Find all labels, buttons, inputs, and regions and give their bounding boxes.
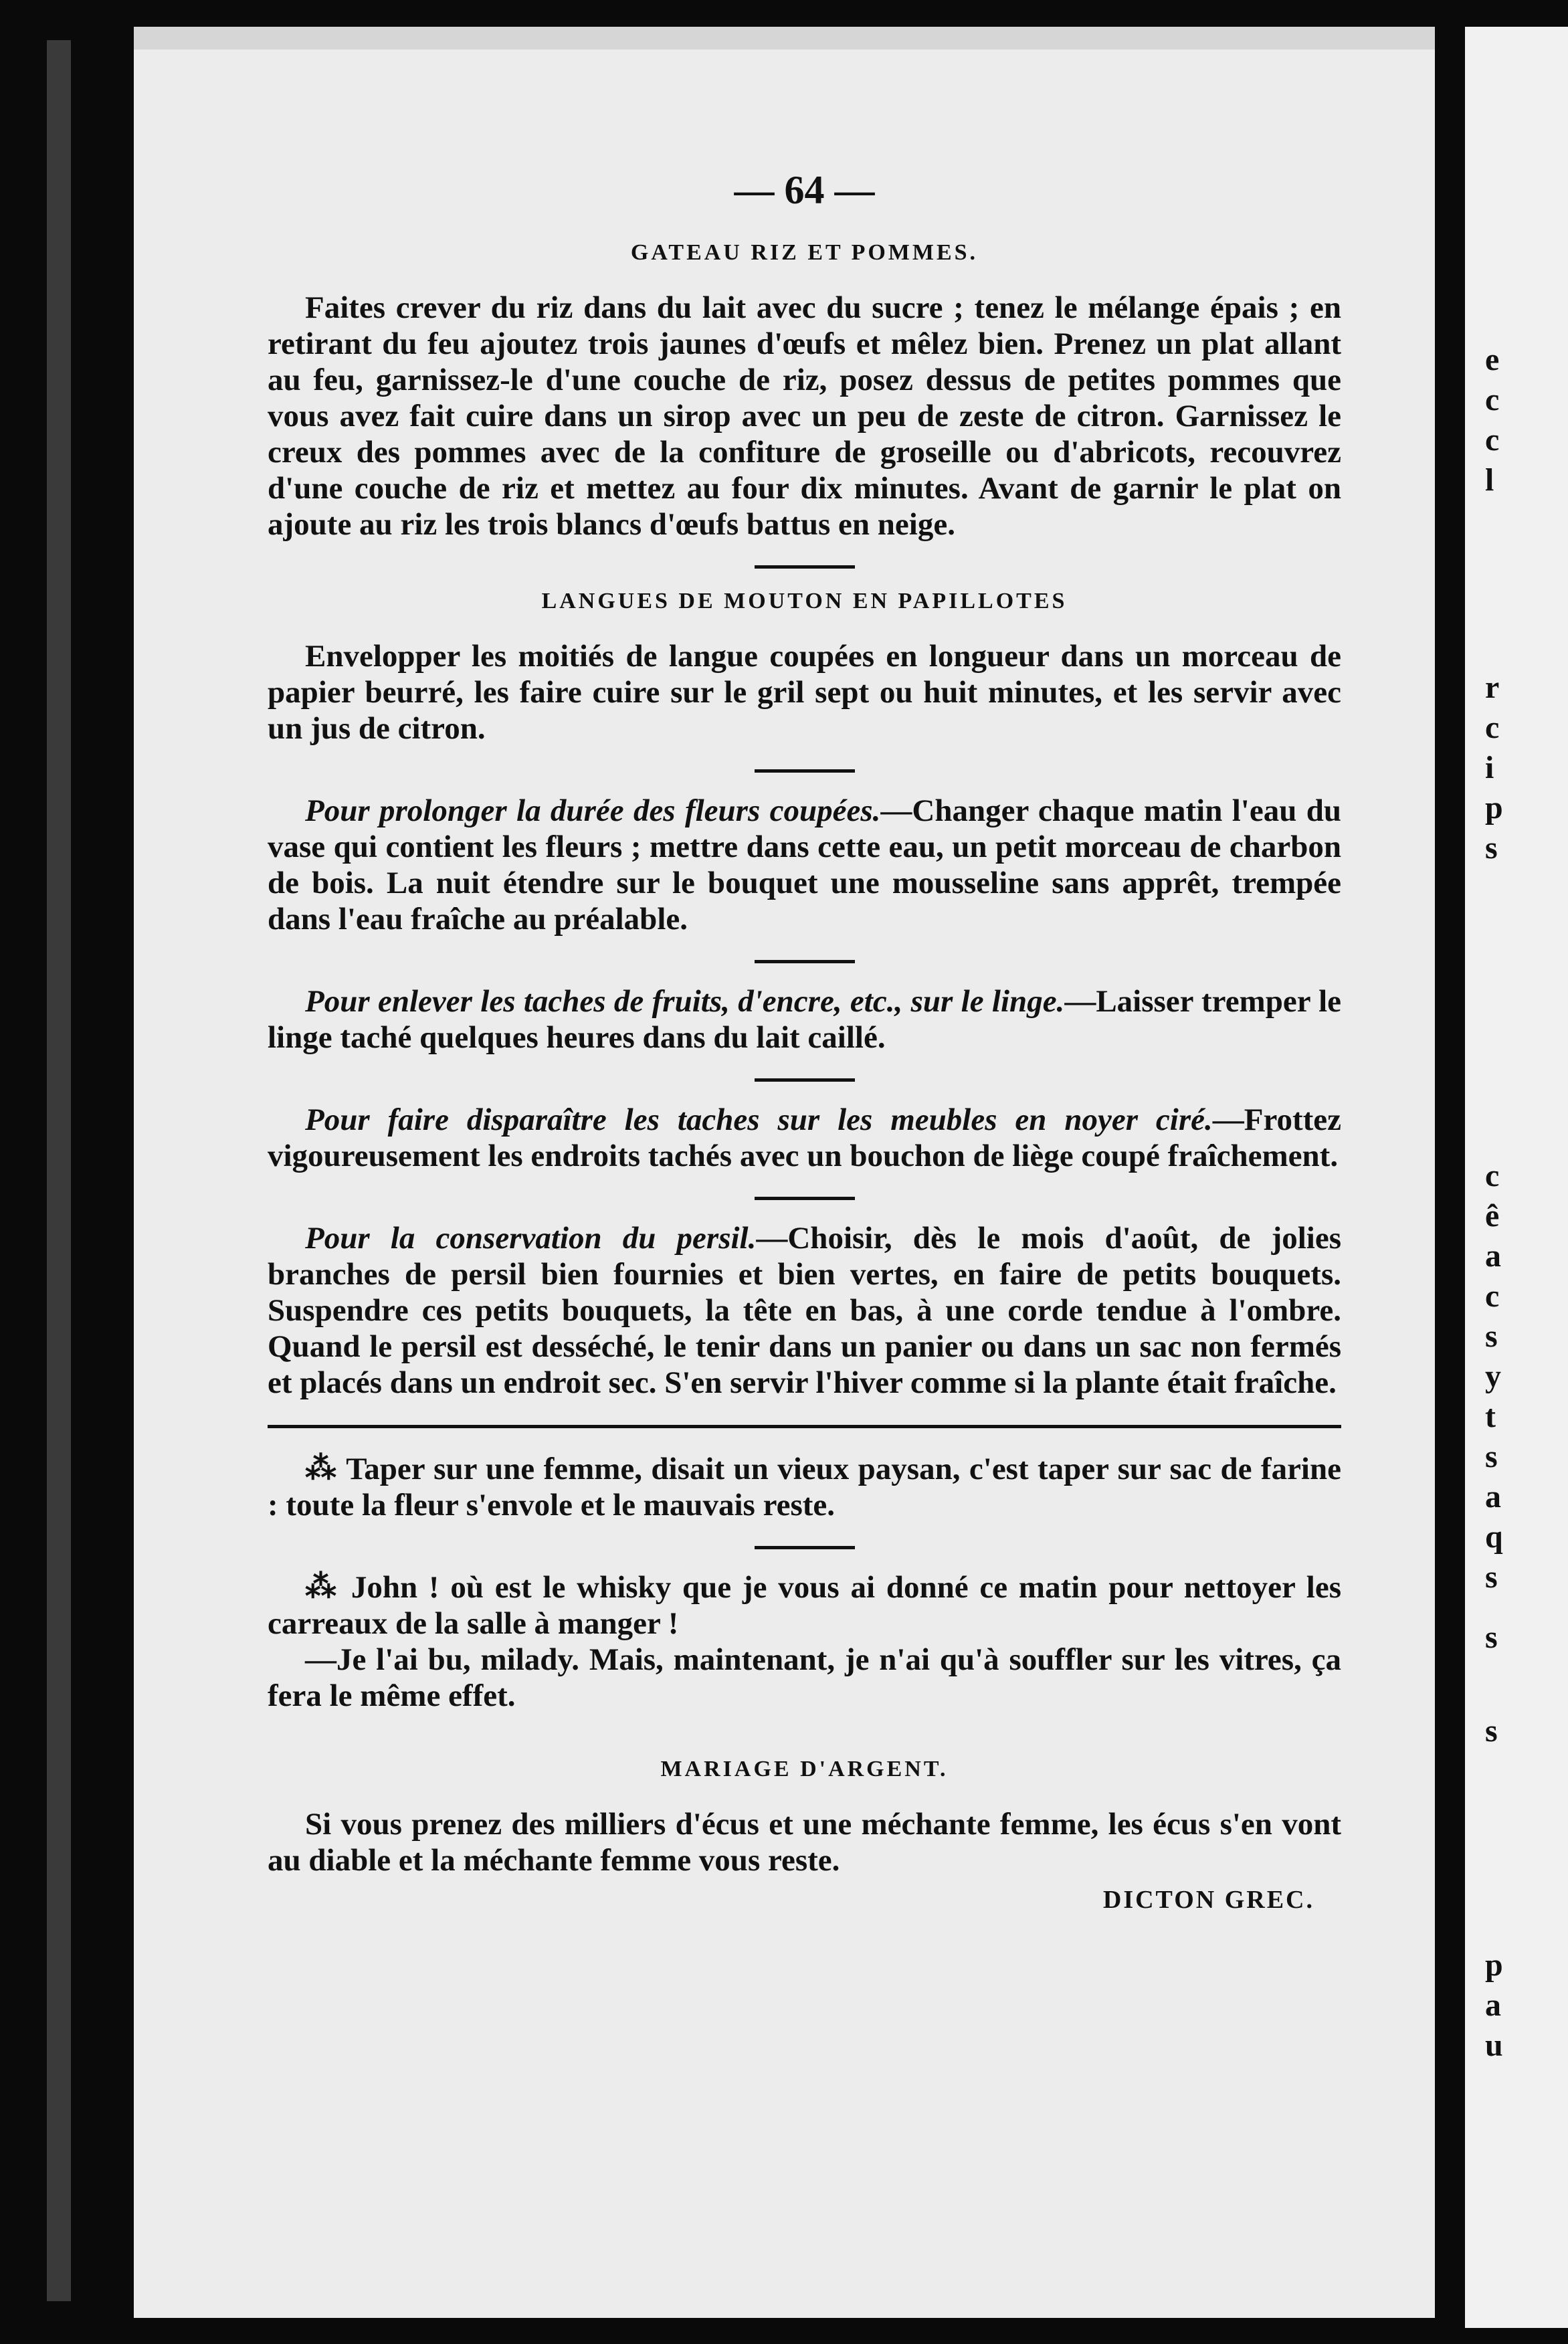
tip-fleurs-lead: Pour prolonger la durée des fleurs coupées. <box>305 793 881 828</box>
separator-rule <box>755 1546 855 1549</box>
recipe-langues-text: Envelopper les moitiés de langue coupées en longueur dans un morceau de papier beurré, les faire cuire sur le gril sept ou huit minutes, et les servir avec un jus de citron. <box>268 639 1341 746</box>
neighbor-letter: e <box>1485 342 1500 377</box>
recipe-gateau-text: Faites crever du riz dans du lait avec du sucre ; tenez le mélange épais ; en retirant du feu ajoutez trois jaunes d'œufs et mêlez bien. Prenez un plat allant au feu, garnissez-le d'une couche de riz, posez dessus de petites pommes que vous avez fait cuire dans un sirop avec un peu de zeste de citron. Garnissez le creux des pommes avec de la confiture de groseille ou d'abricots, recouvrez d'une couche de riz et mettez au four dix minutes. Avant de garnir le plat on ajoute au riz les trois blancs d'œufs battus en neige. <box>268 290 1341 542</box>
tip-persil <box>268 1220 1341 1401</box>
book-binding-edge <box>47 40 71 2301</box>
neighbor-letter: q <box>1485 1519 1503 1555</box>
neighbor-letter: ê <box>1485 1198 1500 1234</box>
neighbor-letter: a <box>1485 1238 1501 1274</box>
separator-rule <box>755 1078 855 1082</box>
neighbor-letter: s <box>1485 1559 1498 1595</box>
tip-meubles <box>268 1102 1341 1174</box>
neighbor-letter: s <box>1485 1318 1498 1354</box>
page-number: — 64 — <box>734 168 875 212</box>
proverb-attribution: DICTON GREC. <box>1102 1886 1314 1914</box>
spacer <box>268 1714 1341 1741</box>
anecdote-john-line1: ⁂ John ! où est le whisky que je vous ai donné ce matin pour nettoyer les carreaux de la salle à manger ! <box>268 1570 1341 1641</box>
book-page <box>134 27 1435 2318</box>
section-title-mariage: MARIAGE D'ARGENT. <box>660 1757 949 1781</box>
section-title-gateau: GATEAU RIZ ET POMMES. <box>630 240 979 265</box>
anecdote-john-line2: —Je l'ai bu, milady. Mais, maintenant, je n'ai qu'à souffler sur les vitres, ça fera le même effet. <box>268 1642 1341 1713</box>
neighbor-letter: c <box>1485 710 1500 745</box>
tip-taches <box>268 983 1341 1056</box>
neighbor-letter: s <box>1485 1713 1498 1749</box>
neighbor-letter: a <box>1485 1479 1501 1515</box>
neighbor-letter: y <box>1485 1359 1501 1394</box>
tip-persil-text: —Choisir, dès le mois d'août, de jolies branches de persil bien fournies et bien vertes, en faire de petits bouquets. Suspendre ces petits bouquets, la tête en bas, à une corde tendue à l'ombre. Quand le persil est desséché, le tenir dans un panier ou dans un sac non fermés et placés dans un endroit sec. S'en servir l'hiver comme si la plante était fraîche. <box>268 1221 1341 1400</box>
tip-meubles-text: —Frottez vigoureusement les endroits tachés avec un bouchon de liège coupé fraîchement. <box>268 1102 1341 1173</box>
tip-fleurs <box>268 793 1341 937</box>
neighbor-letter: i <box>1485 750 1494 785</box>
neighbor-letter: s <box>1485 830 1498 866</box>
full-width-rule <box>268 1425 1341 1428</box>
adjacent-page-edge <box>1465 27 1568 2328</box>
neighbor-letter: c <box>1485 1278 1500 1314</box>
tip-taches-lead: Pour enlever les taches de fruits, d'encre, etc., sur le linge. <box>305 984 1065 1019</box>
neighbor-letter: u <box>1485 2028 1503 2063</box>
neighbor-letter: p <box>1485 1947 1503 1983</box>
neighbor-letter: r <box>1485 670 1500 705</box>
section-title-langues: LANGUES DE MOUTON EN PAPILLOTES <box>541 589 1068 613</box>
separator-rule <box>755 1197 855 1200</box>
tip-persil-lead: Pour la conservation du persil. <box>305 1221 757 1256</box>
anecdote-paysan: ⁂ Taper sur une femme, disait un vieux paysan, c'est taper sur sac de farine : toute la fleur s'envole et le mauvais reste. <box>268 1452 1341 1523</box>
neighbor-letter: l <box>1485 462 1494 498</box>
neighbor-letter: p <box>1485 790 1503 825</box>
neighbor-letter: c <box>1485 1158 1500 1193</box>
neighbor-letter: s <box>1485 1620 1498 1655</box>
separator-rule <box>755 960 855 963</box>
neighbor-letter: t <box>1485 1399 1496 1434</box>
proverb-mariage-text: Si vous prenez des milliers d'écus et une méchante femme, les écus s'en vont au diable et la méchante femme vous reste. <box>268 1807 1341 1878</box>
neighbor-letter: a <box>1485 1987 1501 2023</box>
tip-fleurs-text: —Changer chaque matin l'eau du vase qui contient les fleurs ; mettre dans cette eau, un petit morceau de charbon de bois. La nuit étendre sur le bouquet une mousseline sans apprêt, trempée dans l'eau fraîche au préalable. <box>268 793 1341 937</box>
separator-rule <box>755 565 855 569</box>
neighbor-letter: c <box>1485 422 1500 458</box>
separator-rule <box>755 769 855 773</box>
tip-taches-text: —Laisser tremper le linge taché quelques heures dans du lait caillé. <box>268 984 1342 1055</box>
tip-meubles-lead: Pour faire disparaître les taches sur les meubles en noyer ciré. <box>305 1102 1213 1137</box>
neighbor-letter: c <box>1485 382 1500 417</box>
neighbor-letter: s <box>1485 1439 1498 1474</box>
